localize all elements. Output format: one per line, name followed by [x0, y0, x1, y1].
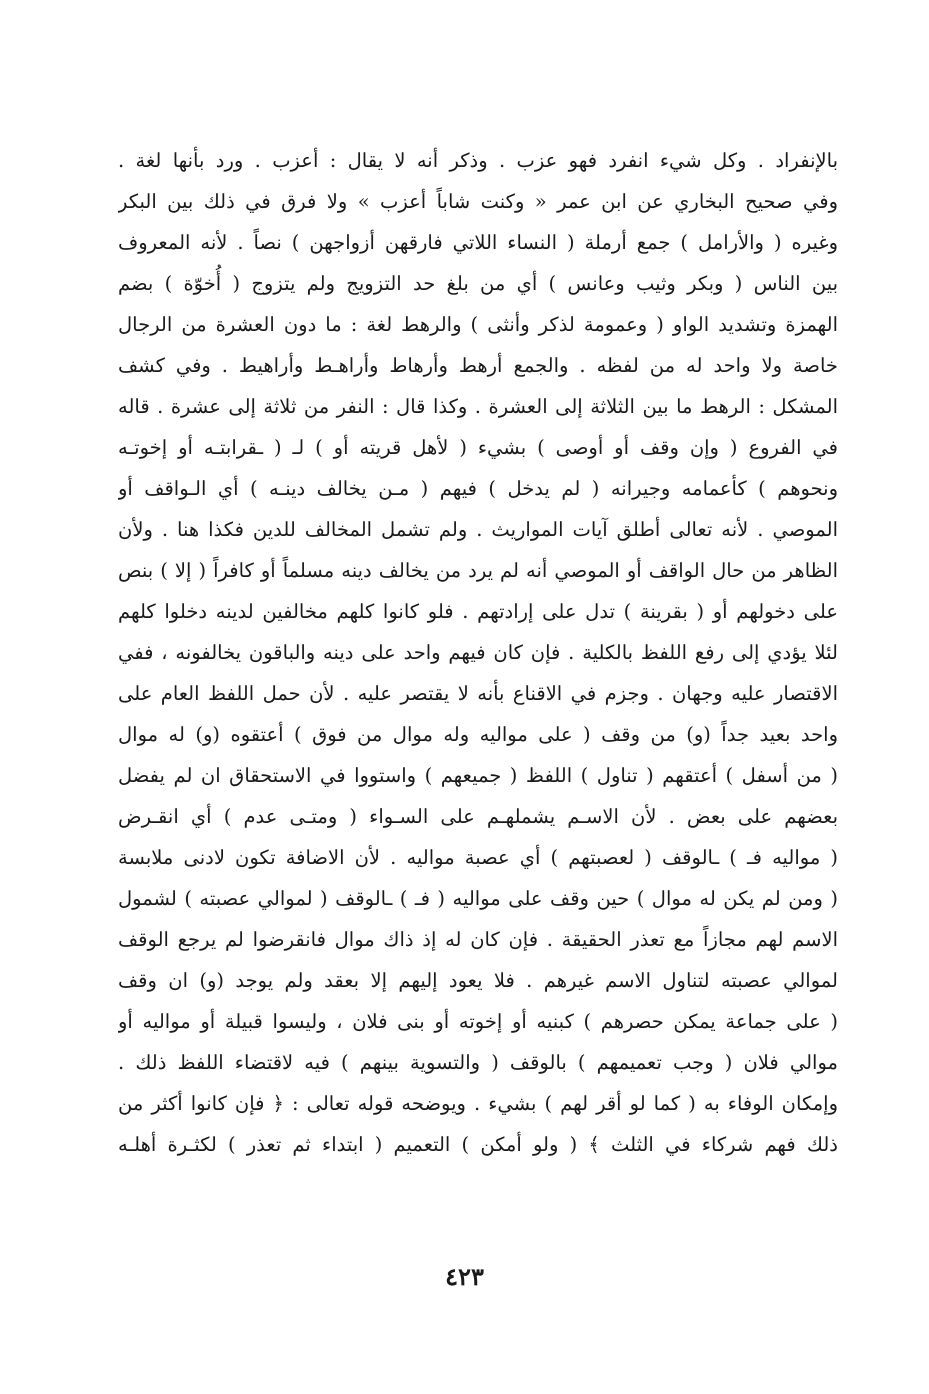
text-line: المشكل : الرهط ما بين الثلاثة إلى العشرة . وكذا قال : النفر من ثلاثة إلى عشرة . قاله	[118, 395, 838, 418]
text-line: ذلك فهم شركاء في الثلث ﴾ ( ولو أمكن ) التعميم ( ابتداء ثم تعذر ) لكثـرة أهلـه	[118, 1133, 838, 1156]
text-line: خاصة ولا واحد له من لفظه . والجمع أرهط وأرهاط وأراهـط وأراهيط . وفي كشف	[118, 354, 838, 377]
text-line: موالي فلان ( وجب تعميمهم ) بالوقف ( والتسوية بينهم ) فيه لاقتضاء اللفظ ذلك .	[118, 1051, 838, 1074]
text-line: واحد بعيد جداً (و) من وقف ( على مواليه وله موال من فوق ) أعتقوه (و) له موال	[118, 723, 838, 746]
text-line: ( ومن لم يكن له موال ) حين وقف على مواليه ( فـ ) ـالوقف ( لموالي عصبته ) لشمول	[118, 887, 838, 910]
text-line: الموصي . لأنه تعالى أطلق آيات المواريث . ولم تشمل المخالف للدين فكذا هنا . ولأن	[118, 518, 838, 541]
text-line: ( من أسفل ) أعتقهم ( تناول ) اللفظ ( جميعهم ) واستووا في الاستحقاق ان لم يفضل	[118, 764, 838, 787]
text-line: لئلا يؤدي إلى رفع اللفظ بالكلية . فإن كان فيهم واحد على دينه والباقون يخالفونه ، ففي	[118, 641, 838, 664]
text-line: بين الناس ( وبكر وثيب وعانس ) أي من بلغ حد التزويج ولم يتزوج ( أُخوّة ) بضم	[118, 272, 838, 295]
text-line: ( مواليه فـ ) ـالوقف ( لعصبتهم ) أي عصبة مواليه . لأن الاضافة تكون لادنى ملابسة	[118, 846, 838, 869]
text-line: ونحوهم ) كأعمامه وجيرانه ( لم يدخل ) فيهم ( مـن يخالف دينـه ) أي الـواقف أو	[118, 477, 838, 500]
text-line: لموالي عصبته لتناول الاسم غيرهم . فلا يعود إليهم إلا بعقد ولم يوجد (و) ان وقف	[118, 969, 838, 992]
text-line: الهمزة وتشديد الواو ( وعمومة لذكر وأنثى ) والرهط لغة : ما دون العشرة من الرجال	[118, 313, 838, 336]
text-line: ( على جماعة يمكن حصرهم ) كبنيه أو إخوته أو بنى فلان ، وليسوا قبيلة أو مواليه أو	[118, 1010, 838, 1033]
text-line: بعضهم على بعض . لأن الاسـم يشملهـم على السـواء ( ومتـى عدم ) أي انقـرض	[118, 805, 838, 828]
text-line: وغيره ( والأرامل ) جمع أرملة ( النساء اللاتي فارقهن أزواجهن ) نصاً . لأنه المعروف	[118, 231, 838, 254]
text-line: في الفروع ( وإن وقف أو أوصى ) بشيء ( لأهل قريته أو ) لـ ( ـقرابتـه أو إخوتـه	[118, 436, 838, 459]
page-number: ٤٢٣	[445, 1262, 484, 1291]
body-text	[118, 140, 838, 1165]
text-line: الاسم لهم مجازاً مع تعذر الحقيقة . فإن كان له إذ ذاك موال فانقرضوا لم يرجع الوقف	[118, 928, 838, 951]
text-line: على دخولهم أو ( بقرينة ) تدل على إرادتهم . فلو كانوا كلهم مخالفين لدينه دخلوا كلهم	[118, 600, 838, 623]
text-line: وفي صحيح البخاري عن ابن عمر « وكنت شاباً أعزب » ولا فرق في ذلك بين البكر	[118, 190, 838, 213]
text-line: الاقتصار عليه وجهان . وجزم في الاقناع بأنه لا يقتصر عليه . لأن حمل اللفظ العام على	[118, 682, 838, 705]
text-line: وإمكان الوفاء به ( كما لو أقر لهم ) بشيء . ويوضحه قوله تعالى : ﴿ فإن كانوا أكثر من	[118, 1092, 838, 1115]
text-line: بالإنفراد . وكل شيء انفرد فهو عزب . وذكر أنه لا يقال : أعزب . ورد بأنها لغة .	[118, 149, 838, 172]
text-line: الظاهر من حال الواقف أو الموصي أنه لم يرد من يخالف دينه مسلماً أو كافراً ( إلا ) بنص	[118, 559, 838, 582]
